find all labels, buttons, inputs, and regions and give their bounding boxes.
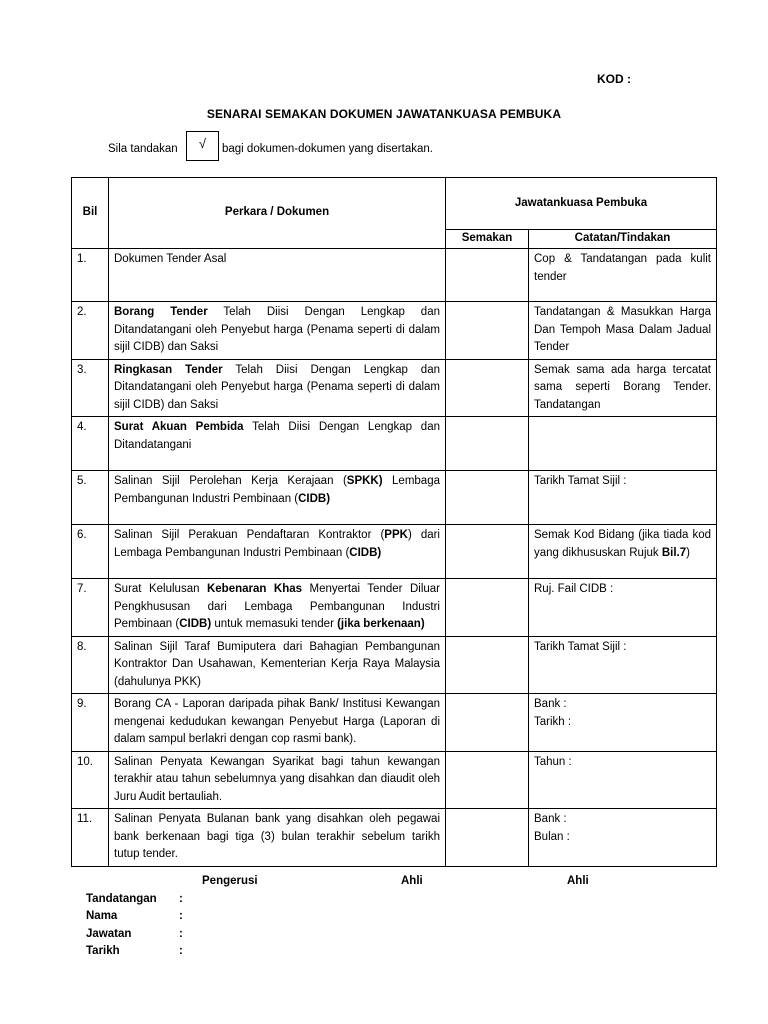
row-catatan	[529, 417, 717, 471]
table-row	[72, 249, 717, 302]
header-bil: Bil	[72, 178, 109, 249]
page-title: SENARAI SEMAKAN DOKUMEN JAWATANKUASA PEMBUKA	[206, 107, 562, 121]
semakan-cell[interactable]	[446, 302, 529, 360]
row-document: Dokumen Tender Asal	[109, 249, 446, 302]
header-perkara: Perkara / Dokumen	[109, 178, 446, 249]
row-document: Salinan Penyata Kewangan Syarikat bagi tahun kewangan terakhir atau tahun sebelumnya yang disahkan dan diaudit oleh Juru Audit bertauliah.	[109, 751, 446, 809]
table-row	[72, 359, 717, 417]
semakan-cell[interactable]	[446, 417, 529, 471]
row-document: Ringkasan Tender Telah Diisi Dengan Lengkap dan Ditandatangani oleh Penyebut harga (Penama seperti di dalam sijil CIDB) dan Saksi	[109, 359, 446, 417]
row-catatan: Tandatangan & Masukkan Harga Dan Tempoh Masa Dalam Jadual Tender	[529, 302, 717, 360]
table-row	[72, 636, 717, 694]
semakan-cell[interactable]	[446, 694, 529, 752]
ahli-label-1: Ahli	[401, 875, 423, 887]
kod-label: KOD :	[597, 72, 631, 86]
header-jawatankuasa: Jawatankuasa Pembuka	[446, 178, 717, 230]
row-document: Borang Tender Telah Diisi Dengan Lengkap dan Ditandatangani oleh Penyebut harga (Penama seperti di dalam sijil CIDB) dan Saksi	[109, 302, 446, 360]
table-row	[72, 471, 717, 525]
ahli-label-2: Ahli	[567, 875, 589, 887]
row-number: 11.	[72, 809, 109, 867]
row-number: 7.	[72, 579, 109, 637]
tick-box: √	[186, 131, 219, 161]
row-document: Salinan Sijil Perakuan Pendaftaran Kontraktor (PPK) dari Lembaga Pembangunan Industri Pembinaan (CIDB)	[109, 525, 446, 579]
row-catatan: Cop & Tandatangan pada kulit tender	[529, 249, 717, 302]
row-document: Borang CA - Laporan daripada pihak Bank/ Institusi Kewangan mengenai kedudukan kewangan Penyebut Harga (Laporan di dalam sampul berlakri dengan cop rasmi bank).	[109, 694, 446, 752]
semakan-cell[interactable]	[446, 525, 529, 579]
row-catatan: Tahun :	[529, 751, 717, 809]
row-document: Salinan Penyata Bulanan bank yang disahkan oleh pegawai bank berkenaan bagi tiga (3) bulan terakhir sebelum tarikh tutup tender.	[109, 809, 446, 867]
row-number: 9.	[72, 694, 109, 752]
semakan-cell[interactable]	[446, 751, 529, 809]
row-catatan: Bank : Bulan :	[529, 809, 717, 867]
semakan-cell[interactable]	[446, 809, 529, 867]
row-catatan: Ruj. Fail CIDB :	[529, 579, 717, 637]
instruction-before: Sila tandakan	[108, 143, 178, 155]
semakan-cell[interactable]	[446, 471, 529, 525]
row-document: Surat Akuan Pembida Telah Diisi Dengan Lengkap dan Ditandatangani	[109, 417, 446, 471]
jawatan-label: Jawatan	[86, 928, 132, 940]
checklist-table	[71, 177, 717, 867]
row-document: Salinan Sijil Taraf Bumiputera dari Bahagian Pembangunan Kontraktor Dan Usahawan, Kementerian Kerja Raya Malaysia (dahulunya PKK)	[109, 636, 446, 694]
row-number: 1.	[72, 249, 109, 302]
semakan-cell[interactable]	[446, 359, 529, 417]
row-number: 5.	[72, 471, 109, 525]
colon: :	[179, 928, 183, 940]
tandatangan-label: Tandatangan	[86, 893, 157, 905]
row-catatan: Semak Kod Bidang (jika tiada kod yang dikhususkan Rujuk Bil.7)	[529, 525, 717, 579]
semakan-cell[interactable]	[446, 636, 529, 694]
row-number: 8.	[72, 636, 109, 694]
table-row	[72, 302, 717, 360]
row-document: Surat Kelulusan Kebenaran Khas Menyertai Tender Diluar Pengkhususan dari Lembaga Pembangunan Industri Pembinaan (CIDB) untuk memasuki tender (jika berkenaan)	[109, 579, 446, 637]
semakan-cell[interactable]	[446, 579, 529, 637]
row-catatan: Bank : Tarikh :	[529, 694, 717, 752]
row-number: 4.	[72, 417, 109, 471]
header-semakan: Semakan	[446, 230, 529, 249]
table-row	[72, 525, 717, 579]
tarikh-label: Tarikh	[86, 945, 120, 957]
table-row	[72, 694, 717, 752]
row-number: 10.	[72, 751, 109, 809]
semakan-cell[interactable]	[446, 249, 529, 302]
row-catatan: Tarikh Tamat Sijil :	[529, 636, 717, 694]
header-catatan: Catatan/Tindakan	[529, 230, 717, 249]
row-number: 6.	[72, 525, 109, 579]
row-catatan: Semak sama ada harga tercatat sama seperti Borang Tender. Tandatangan	[529, 359, 717, 417]
table-row	[72, 809, 717, 867]
colon: :	[179, 893, 183, 905]
table-row	[72, 579, 717, 637]
instruction-after: bagi dokumen-dokumen yang disertakan.	[222, 143, 433, 155]
row-document: Salinan Sijil Perolehan Kerja Kerajaan (SPKK) Lembaga Pembangunan Industri Pembinaan (CIDB)	[109, 471, 446, 525]
table-row	[72, 417, 717, 471]
nama-label: Nama	[86, 910, 118, 922]
row-number: 3.	[72, 359, 109, 417]
pengerusi-label: Pengerusi	[202, 875, 258, 887]
colon: :	[179, 910, 183, 922]
row-number: 2.	[72, 302, 109, 360]
row-catatan: Tarikh Tamat Sijil :	[529, 471, 717, 525]
table-row	[72, 751, 717, 809]
colon: :	[179, 945, 183, 957]
